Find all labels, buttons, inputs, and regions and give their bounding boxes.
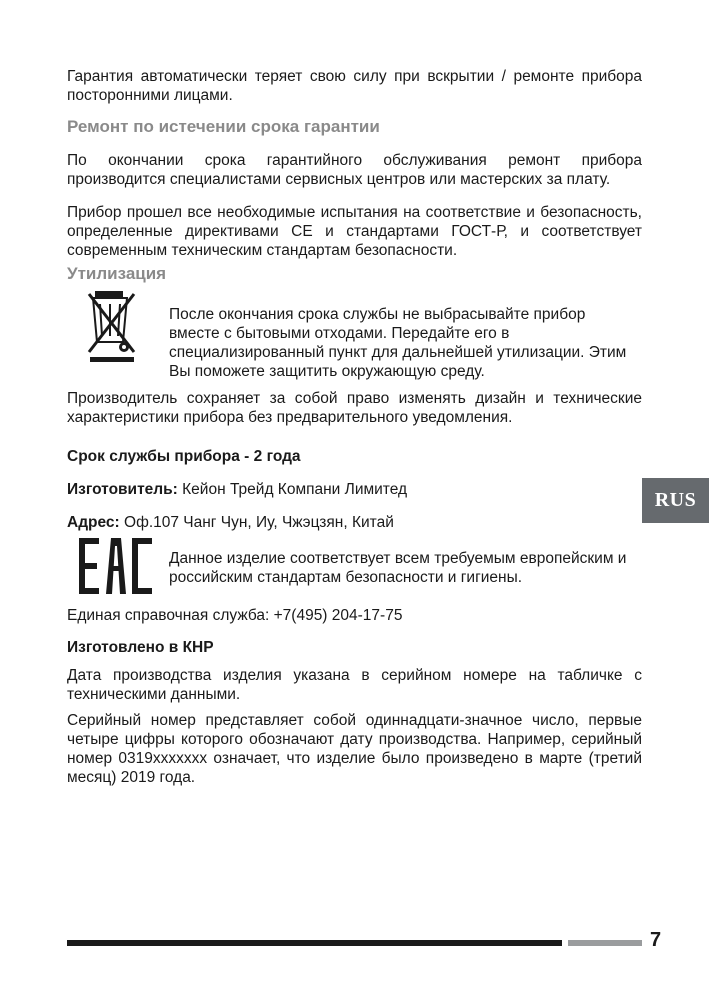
manufacturer-label: Изготовитель: <box>67 481 178 498</box>
language-tab: RUS <box>642 478 709 523</box>
eac-mark-icon <box>79 538 152 594</box>
serial-info-text: Серийный номер представляет собой одиннадцати-значное число, первые четыре цифры которого обозначают дату производства. Например, серийный номер 0319xxxxxxx означает, что изделие было произведено в марте (третий месяц) 2019 года. <box>67 712 642 786</box>
manufacturer-rights-text: Производитель сохраняет за собой право изменять дизайн и технические характеристики прибора без предварительного уведомления. <box>67 390 642 426</box>
helpline-text: Единая справочная служба: +7(495) 204-17-75 <box>67 607 403 624</box>
footer-bar <box>67 940 562 946</box>
manufacturer-value: Кейон Трейд Компани Лимитед <box>182 481 408 498</box>
service-life: Срок службы прибора - 2 года <box>67 448 301 465</box>
manufacturer-line <box>67 480 642 499</box>
page-number: 7 <box>650 929 662 951</box>
disposal-text: После окончания срока службы не выбрасывайте прибор вместе с бытовыми отходами. Передайте его в специализированный пункт для дальнейшей утилизации. Этим Вы поможете защитить окружающую среду. <box>169 306 627 380</box>
footer-bar-accent <box>568 940 642 946</box>
disposal-heading: Утилизация <box>67 264 167 283</box>
compliance-text: Прибор прошел все необходимые испытания на соответствие и безопасность, определенные директивами CE и стандартами ГОСТ-Р, и соответствует современным техническим стандартам безопасности. <box>67 204 642 259</box>
address-line <box>67 513 642 532</box>
repair-heading: Ремонт по истечении срока гарантии <box>67 117 380 136</box>
repair-text: По окончании срока гарантийного обслуживания ремонт прибора производится специалистами сервисных центров или мастерских за плату. <box>67 152 642 188</box>
address-label: Адрес: <box>67 514 120 531</box>
eac-text: Данное изделие соответствует всем требуемым европейским и российским стандартам безопасности и гигиены. <box>169 550 627 586</box>
address-value: Оф.107 Чанг Чун, Иу, Чжэцзян, Китай <box>124 514 394 531</box>
warranty-void-text: Гарантия автоматически теряет свою силу при вскрытии / ремонте прибора посторонними лицами. <box>67 68 642 104</box>
crossed-out-wheelie-bin-icon <box>80 286 142 364</box>
production-date-text: Дата производства изделия указана в серийном номере на табличке с техническими данными. <box>67 667 642 703</box>
made-in-text: Изготовлено в КНР <box>67 639 214 656</box>
